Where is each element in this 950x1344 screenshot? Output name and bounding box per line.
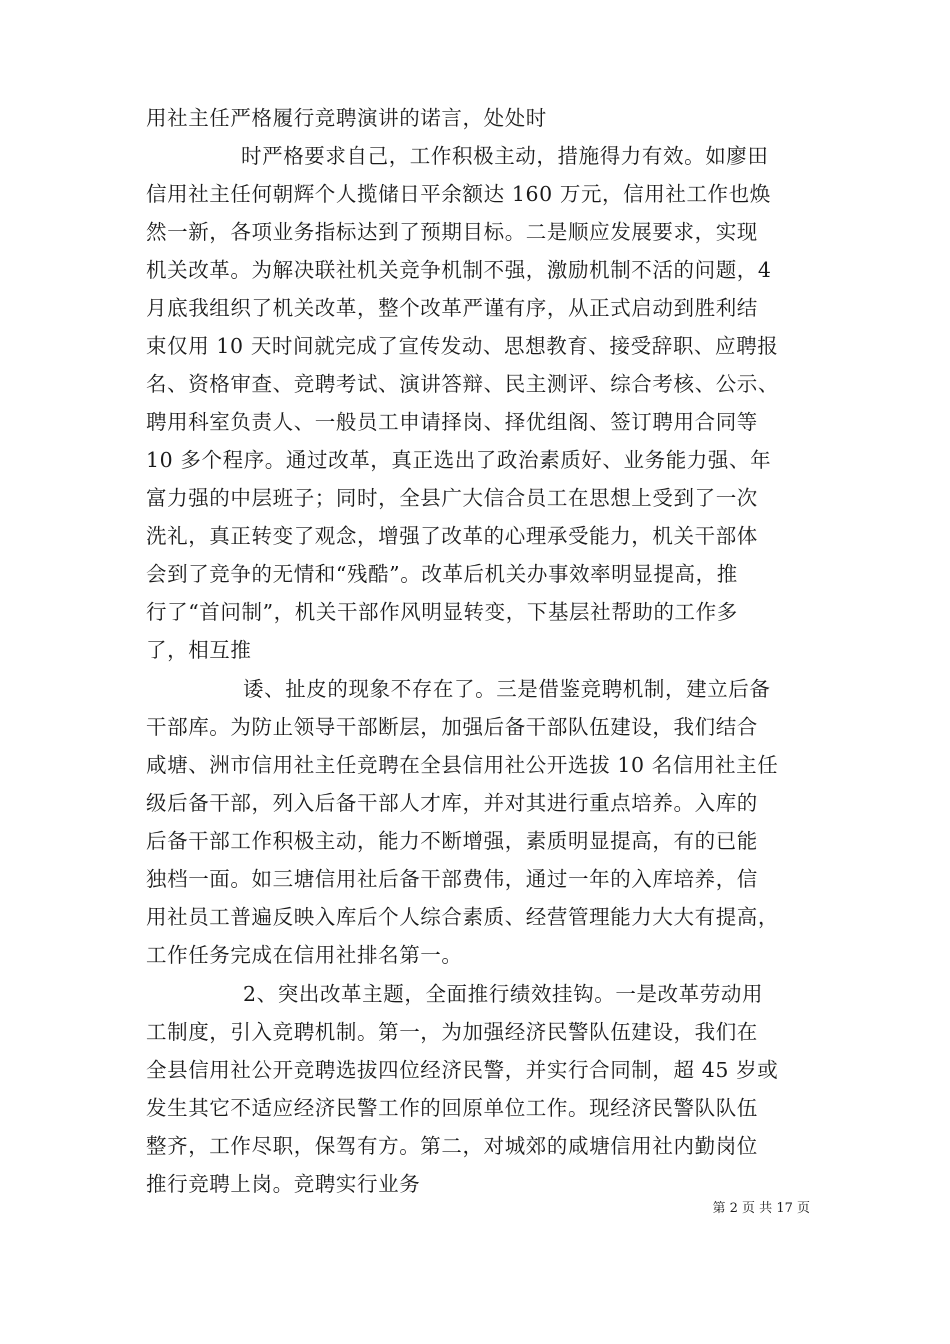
text-line: 束仅用 10 天时间就完成了宣传发动、思想教育、接受辞职、应聘报 — [146, 334, 779, 358]
text-line: 了，相互推 — [146, 638, 252, 662]
text-line: 干部库。为防止领导干部断层，加强后备干部队伍建设，我们结合 — [146, 715, 758, 739]
text-line: 后备干部工作积极主动，能力不断增强，素质明显提高，有的已能 — [146, 829, 758, 853]
text-line: 会到了竞争的无情和“残酷”。改革后机关办事效率明显提高，推 — [146, 562, 738, 586]
text-line: 用社员工普遍反映入库后个人综合素质、经营管理能力大大有提高， — [146, 905, 779, 929]
text-line: 行了“首问制”，机关干部作风明显转变，下基层社帮助的工作多 — [146, 600, 738, 624]
text-line: 洗礼，真正转变了观念，增强了改革的心理承受能力，机关干部体 — [146, 524, 758, 548]
text-line: 独档一面。如三塘信用社后备干部费伟，通过一年的入库培养，信 — [146, 867, 758, 891]
text-line: 然一新，各项业务指标达到了预期目标。二是顺应发展要求，实现 — [146, 220, 758, 244]
text-line: 用社主任严格履行竞聘演讲的诺言，处处时 — [146, 106, 547, 130]
text-line: 推行竞聘上岗。竞聘实行业务 — [146, 1172, 421, 1196]
text-line: 诿、扯皮的现象不存在了。三是借鉴竞聘机制，建立后备 — [243, 677, 771, 701]
text-line: 咸塘、洲市信用社主任竞聘在全县信用社公开选拔 10 名信用社主任 — [146, 753, 779, 777]
text-line: 全县信用社公开竞聘选拔四位经济民警，并实行合同制，超 45 岁或 — [146, 1058, 779, 1082]
text-line: 级后备干部，列入后备干部人才库，并对其进行重点培养。入库的 — [146, 791, 758, 815]
page-number: 第 2 页 共 17 页 — [712, 1201, 810, 1216]
text-line: 聘用科室负责人、一般员工申请择岗、择优组阁、签订聘用合同等 — [146, 410, 758, 434]
text-line: 发生其它不适应经济民警工作的回原单位工作。现经济民警队队伍 — [146, 1096, 758, 1120]
text-line: 时严格要求自己，工作积极主动，措施得力有效。如廖田 — [241, 144, 769, 168]
text-line: 富力强的中层班子；同时，全县广大信合员工在思想上受到了一次 — [146, 486, 758, 510]
text-line: 机关改革。为解决联社机关竞争机制不强，激励机制不活的问题，4 — [146, 258, 772, 282]
text-line: 信用社主任何朝辉个人揽储日平余额达 160 万元，信用社工作也焕 — [146, 182, 771, 206]
text-line: 工制度，引入竞聘机制。第一，为加强经济民警队伍建设，我们在 — [146, 1020, 758, 1044]
text-line: 2、突出改革主题，全面推行绩效挂钩。一是改革劳动用 — [243, 982, 764, 1006]
text-line: 整齐，工作尽职，保驾有方。第二，对城郊的咸塘信用社内勤岗位 — [146, 1134, 758, 1158]
text-line: 工作任务完成在信用社排名第一。 — [146, 943, 463, 967]
text-line: 名、资格审查、竞聘考试、演讲答辩、民主测评、综合考核、公示、 — [146, 372, 779, 396]
text-line: 10 多个程序。通过改革，真正选出了政治素质好、业务能力强、年 — [146, 448, 772, 472]
text-line: 月底我组织了机关改革，整个改革严谨有序，从正式启动到胜利结 — [146, 296, 758, 320]
